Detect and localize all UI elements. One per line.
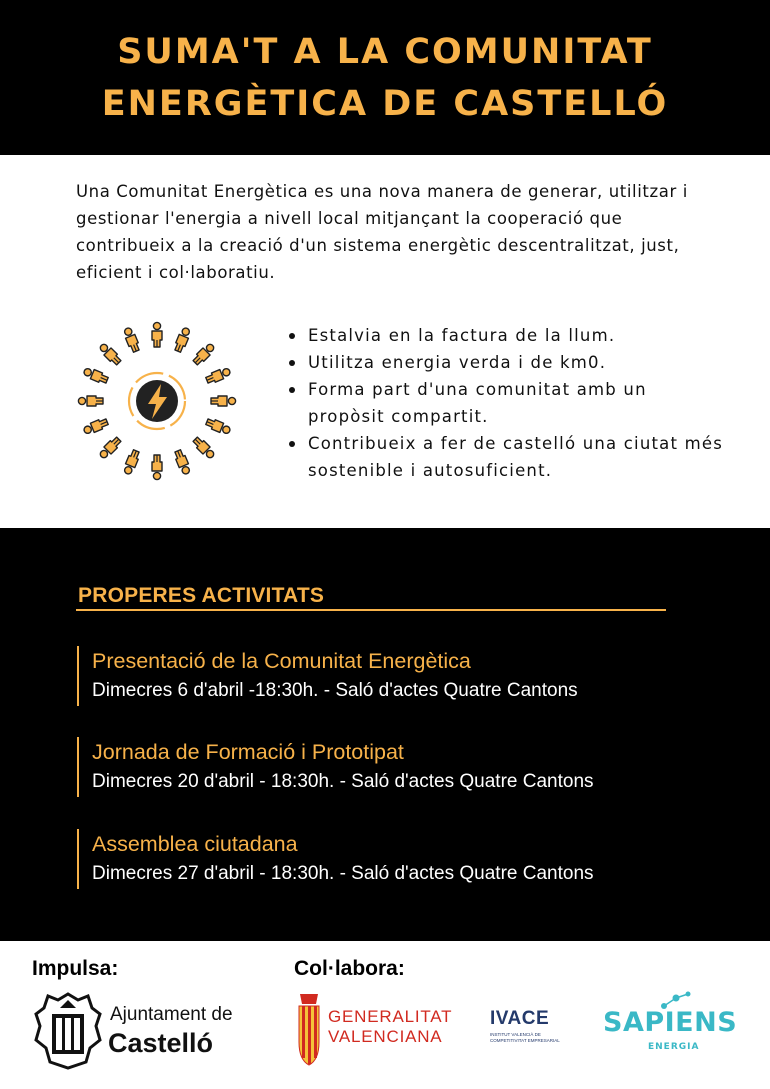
- benefit-item: Utilitza energia verda i de km0.: [286, 349, 726, 376]
- title-underline: [76, 609, 666, 611]
- benefits-list: [286, 322, 726, 484]
- page-title: [102, 26, 669, 130]
- title-line-2: ENERGÈTICA DE CASTELLÓ: [101, 83, 669, 124]
- title-line-1: SUMA'T A LA COMUNITAT: [117, 31, 653, 72]
- sapiens-energia-logo: [600, 990, 750, 1060]
- person-icon: [152, 455, 162, 480]
- person-icon: [192, 342, 216, 366]
- person-icon: [98, 342, 122, 366]
- ivace-logo-name: IVACE: [490, 1008, 550, 1029]
- event-item: [77, 646, 677, 706]
- section-title: PROPERES ACTIVITATS: [78, 584, 325, 607]
- event-title: Jornada de Formació i Prototipat: [92, 740, 404, 764]
- event-item: [77, 829, 677, 889]
- person-icon: [122, 449, 141, 476]
- event-detail: Dimecres 20 d'abril - 18:30h. - Saló d'actes Quatre Cantons: [92, 771, 594, 792]
- header-banner: [0, 0, 770, 155]
- person-icon: [152, 322, 162, 347]
- event-detail: Dimecres 27 d'abril - 18:30h. - Saló d'actes Quatre Cantons: [92, 863, 594, 884]
- person-icon: [173, 326, 192, 353]
- collabora-label: Col·labora:: [294, 957, 405, 980]
- person-icon: [98, 436, 122, 460]
- gv-logo-line2: VALENCIANA: [328, 1027, 443, 1046]
- event-detail: Dimecres 6 d'abril -18:30h. - Saló d'actes Quatre Cantons: [92, 680, 578, 701]
- benefit-item: Estalvia en la factura de la llum.: [286, 322, 726, 349]
- benefit-item: Contribueix a fer de castelló una ciutat més sostenible i autosuficient.: [286, 430, 726, 484]
- person-icon: [82, 366, 109, 385]
- intro-paragraph: Una Comunitat Energètica es una nova manera de generar, utilitzar i gestionar l'energia a nivell local mitjançant la cooperació que contribueix a la creació d'un sistema energètic descentralitzat, just, eficient i col·laboratiu.: [76, 182, 688, 282]
- person-icon: [205, 417, 232, 436]
- castello-crest-icon: [32, 990, 104, 1070]
- benefit-item: Forma part d'una comunitat amb un propòsit compartit.: [286, 376, 726, 430]
- ajuntament-castello-logo: [32, 990, 242, 1070]
- generalitat-valenciana-logo: [294, 992, 464, 1067]
- person-icon: [192, 436, 216, 460]
- sapiens-logo-name: SAPIENS: [603, 1007, 738, 1038]
- community-energy-icon: [74, 318, 240, 484]
- event-item: [77, 737, 677, 797]
- gv-logo-line1: GENERALITAT: [328, 1007, 453, 1026]
- ivace-logo: [488, 1008, 568, 1052]
- person-icon: [78, 396, 103, 406]
- person-icon: [173, 449, 192, 476]
- gv-shield-icon: [294, 992, 324, 1067]
- sapiens-logo-sub: ENERGIA: [648, 1042, 700, 1052]
- person-icon: [122, 326, 141, 353]
- event-title: Presentació de la Comunitat Energètica: [92, 649, 471, 673]
- events-section: [0, 528, 770, 941]
- impulsa-label: Impulsa:: [32, 957, 119, 980]
- ivace-logo-sub: INSTITUT VALENCIÀ DE COMPETITIVITAT EMPRESARIAL: [490, 1032, 560, 1043]
- castello-logo-line2: Castelló: [108, 1028, 214, 1058]
- person-icon: [211, 396, 236, 406]
- castello-logo-line1: Ajuntament de: [110, 1004, 233, 1025]
- person-icon: [82, 417, 109, 436]
- person-icon: [205, 366, 232, 385]
- gv-logo-text: [328, 1007, 452, 1047]
- event-title: Assemblea ciutadana: [92, 832, 298, 856]
